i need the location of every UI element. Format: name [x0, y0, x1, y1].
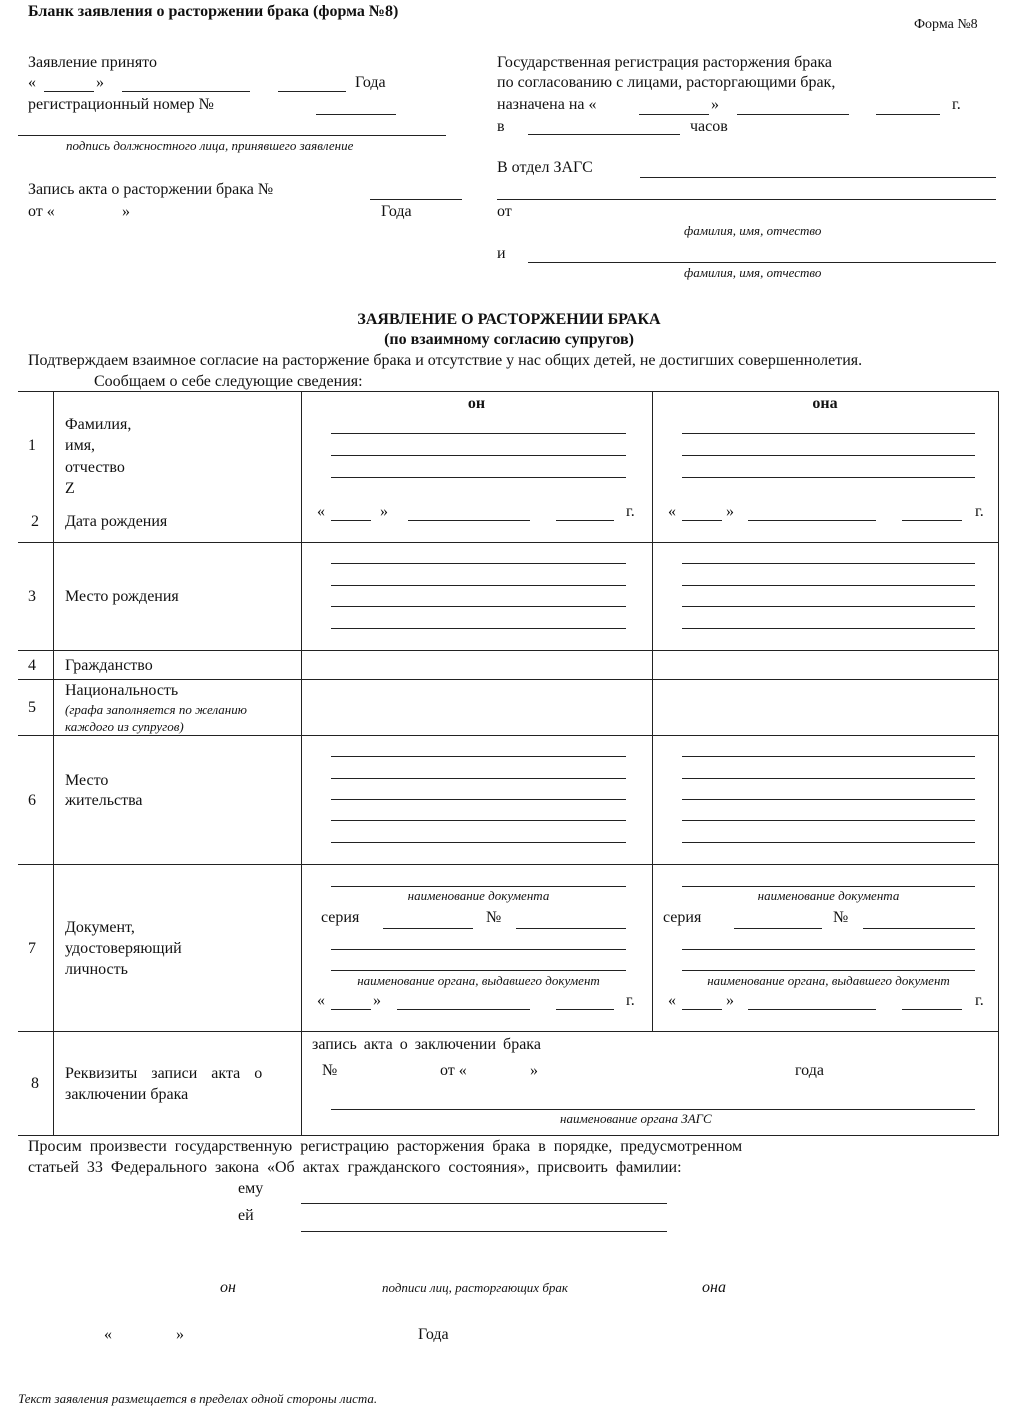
registration-line2: по согласованию с лицами, расторгающими брак, [497, 74, 836, 91]
registration-line1: Государственная регистрация расторжения брака [497, 54, 832, 71]
row-border-4 [18, 650, 999, 651]
she-issuer-caption: наименование органа, выдавшего документ [707, 973, 950, 988]
row5-note-1: (графа заполняется по желанию [65, 702, 247, 717]
document-title: Бланк заявления о расторжении брака (форма №8) [28, 3, 399, 20]
act-number-field[interactable] [370, 199, 462, 200]
inform-text: Сообщаем о себе следующие сведения: [94, 373, 363, 390]
row6-label-1: Место [65, 772, 109, 789]
him-label: ему [238, 1180, 264, 1197]
table-bottom-border [18, 1135, 999, 1136]
signatures-caption: подписи лиц, расторгающих брак [382, 1280, 568, 1295]
fio-field-2[interactable] [528, 262, 996, 263]
she-series-label: серия [663, 909, 702, 926]
row-number-3: 3 [28, 588, 36, 605]
he-residence-line-2[interactable] [331, 778, 626, 779]
marriage-year-label: года [795, 1062, 824, 1079]
she-issue-year[interactable] [902, 1009, 962, 1010]
col-border-label [301, 391, 302, 1135]
zags-name-caption: наименование органа ЗАГС [560, 1111, 712, 1126]
she-birthplace-line-3[interactable] [682, 606, 975, 607]
he-birth-quote-close: » [380, 503, 388, 520]
row7-label-2: удостоверяющий [65, 940, 182, 957]
he-fio-line-3[interactable] [331, 477, 626, 478]
he-fio-line-1[interactable] [331, 433, 626, 434]
row1-label-4: Z [65, 480, 75, 497]
hours-label: часов [690, 118, 728, 135]
he-residence-line-3[interactable] [331, 799, 626, 800]
row1-label-2: имя, [65, 437, 96, 454]
scheduled-label: назначена на « [497, 96, 597, 113]
he-issue-year[interactable] [556, 1009, 614, 1010]
row6-label-2: жительства [65, 792, 143, 809]
he-doc-name-field[interactable] [331, 886, 626, 887]
row2-label: Дата рождения [65, 513, 168, 530]
zags-field-2[interactable] [497, 199, 996, 200]
she-residence-line-2[interactable] [682, 778, 975, 779]
zags-field[interactable] [640, 177, 996, 178]
and-label: и [497, 245, 506, 262]
he-number-field[interactable] [516, 928, 626, 929]
he-issuer-line-1[interactable] [331, 949, 626, 950]
table-top-border [18, 391, 999, 392]
he-birthplace-line-2[interactable] [331, 585, 626, 586]
he-issue-month[interactable] [397, 1009, 530, 1010]
row7-label-1: Документ, [65, 919, 135, 936]
he-issue-day[interactable] [331, 1009, 371, 1010]
footer-year-label: Года [418, 1326, 449, 1343]
row-number-1: 1 [28, 437, 36, 454]
row5-note-2: каждого из супругов) [65, 719, 184, 734]
scheduled-g: г. [952, 96, 961, 113]
she-birth-year[interactable] [902, 520, 962, 521]
fio-caption-1: фамилия, имя, отчество [684, 223, 822, 238]
act-from-label: от « [28, 203, 55, 220]
row-number-8: 8 [31, 1075, 39, 1092]
from-label: от [497, 203, 512, 220]
she-issue-month[interactable] [748, 1009, 876, 1010]
she-birth-day[interactable] [682, 520, 722, 521]
fio-caption-2: фамилия, имя, отчество [684, 265, 822, 280]
row1-label-1: Фамилия, [65, 416, 132, 433]
act-record-label: Запись акта о расторжении брака № [28, 181, 274, 198]
col-header-she: она [812, 395, 838, 412]
footer-quote-open: « [104, 1326, 112, 1343]
him-surname-field[interactable] [301, 1203, 667, 1204]
signature-line[interactable] [18, 135, 446, 136]
she-doc-name-field[interactable] [682, 886, 975, 887]
row-border-8 [18, 1031, 999, 1032]
marriage-record-label: запись акта о заключении брака [312, 1036, 541, 1053]
row-number-2: 2 [31, 513, 39, 530]
she-fio-line-2[interactable] [682, 455, 975, 456]
she-issue-quote-close: » [726, 992, 734, 1009]
he-birth-g: г. [626, 503, 635, 520]
footer-note: Текст заявления размещается в пределах одной стороны листа. [18, 1391, 378, 1406]
request-line-1: Просим произвести государственную регистрацию расторжения брака в порядке, предусмотренном [28, 1138, 743, 1155]
act-quote-close: » [122, 203, 130, 220]
row-border-6 [18, 735, 999, 736]
scheduled-quote-close: » [711, 96, 719, 113]
he-birth-year[interactable] [556, 520, 614, 521]
reg-number-field[interactable] [316, 114, 396, 115]
request-line-2: статьей 33 Федерального закона «Об актах гражданского состояния», присвоить фамилии: [28, 1159, 682, 1176]
quote-close: » [96, 74, 104, 91]
he-issuer-line-2[interactable] [331, 970, 626, 971]
he-series-label: серия [321, 909, 360, 926]
row8-label-1: Реквизиты записи акта о [65, 1065, 263, 1082]
accepted-label: Заявление принято [28, 54, 157, 71]
she-residence-line-3[interactable] [682, 799, 975, 800]
row-number-4: 4 [28, 657, 36, 674]
marriage-quote-close: » [530, 1062, 538, 1079]
row4-label: Гражданство [65, 657, 153, 674]
signature-caption: подпись должностного лица, принявшего заявление [66, 138, 354, 153]
he-birthplace-line-1[interactable] [331, 563, 626, 564]
she-birthplace-line-2[interactable] [682, 585, 975, 586]
row3-label: Место рождения [65, 588, 179, 605]
scheduled-month-field[interactable] [737, 114, 849, 115]
she-birth-g: г. [975, 503, 984, 520]
year-label: Года [355, 74, 386, 91]
he-birthplace-line-3[interactable] [331, 606, 626, 607]
act-year-label: Года [381, 203, 412, 220]
at-label: в [497, 118, 505, 135]
he-number-label: № [486, 909, 502, 926]
he-residence-line-5[interactable] [331, 842, 626, 843]
she-birthplace-line-4[interactable] [682, 628, 975, 629]
he-series-field[interactable] [383, 928, 473, 929]
she-birth-month[interactable] [748, 520, 876, 521]
she-number-label: № [833, 909, 849, 926]
day-field[interactable] [44, 91, 94, 92]
row-number-6: 6 [28, 792, 36, 809]
she-birthplace-line-1[interactable] [682, 563, 975, 564]
she-fio-line-3[interactable] [682, 477, 975, 478]
col-header-he: он [467, 395, 486, 412]
footer-quote-close: » [176, 1326, 184, 1343]
statement-title: ЗАЯВЛЕНИЕ О РАСТОРЖЕНИИ БРАКА [357, 311, 661, 328]
he-issue-g: г. [626, 992, 635, 1009]
row-number-7: 7 [28, 940, 36, 957]
he-residence-line-4[interactable] [331, 820, 626, 821]
zags-name-field[interactable] [331, 1109, 975, 1110]
row-border-7 [18, 864, 999, 865]
form-number: Форма №8 [914, 17, 978, 32]
row5-label: Национальность [65, 682, 179, 699]
scheduled-year-field[interactable] [876, 114, 940, 115]
row8-label-2: заключении брака [65, 1086, 189, 1103]
he-doc-name-caption: наименование документа [407, 888, 550, 903]
he-birth-quote-open: « [317, 503, 325, 520]
year-field[interactable] [278, 91, 346, 92]
he-issue-quote-close: » [373, 992, 381, 1009]
he-issue-quote-open: « [317, 992, 325, 1009]
he-residence-line-1[interactable] [331, 756, 626, 757]
col-border-number [53, 391, 54, 1135]
she-residence-line-1[interactable] [682, 756, 975, 757]
he-fio-line-2[interactable] [331, 455, 626, 456]
scheduled-day-field[interactable] [639, 114, 709, 115]
hours-field[interactable] [528, 134, 680, 135]
her-label: ей [238, 1207, 254, 1224]
consent-text: Подтверждаем взаимное согласие на расторжение брака и отсутствие у нас общих детей, не достигших совершеннолетия. [28, 352, 863, 369]
row-number-5: 5 [28, 699, 36, 716]
row1-label-3: отчество [65, 459, 125, 476]
signature-he-label: он [220, 1279, 236, 1296]
she-fio-line-1[interactable] [682, 433, 975, 434]
she-birth-quote-close: » [726, 503, 734, 520]
she-birth-quote-open: « [668, 503, 676, 520]
row-border-5 [18, 679, 999, 680]
her-surname-field[interactable] [301, 1231, 667, 1232]
statement-subtitle: (по взаимному согласию супругов) [384, 331, 634, 348]
row7-label-3: личность [65, 961, 128, 978]
she-issue-g: г. [975, 992, 984, 1009]
she-series-field[interactable] [734, 928, 822, 929]
she-residence-line-5[interactable] [682, 842, 975, 843]
zags-label: В отдел ЗАГС [497, 159, 593, 176]
she-number-field[interactable] [863, 928, 975, 929]
he-birth-day[interactable] [331, 520, 371, 521]
reg-number-label: регистрационный номер № [28, 96, 214, 113]
quote-open: « [28, 74, 36, 91]
she-residence-line-4[interactable] [682, 820, 975, 821]
row-border-3 [18, 542, 999, 543]
he-birthplace-line-4[interactable] [331, 628, 626, 629]
she-issuer-line-2[interactable] [682, 970, 975, 971]
col-border-he-she [652, 391, 653, 1031]
she-doc-name-caption: наименование документа [757, 888, 900, 903]
marriage-from-label: от « [440, 1062, 467, 1079]
she-issue-day[interactable] [682, 1009, 722, 1010]
table-right-border [998, 391, 999, 1135]
signature-she-label: она [702, 1279, 726, 1296]
marriage-number-label: № [322, 1062, 338, 1079]
she-issuer-line-1[interactable] [682, 949, 975, 950]
she-issue-quote-open: « [668, 992, 676, 1009]
month-field[interactable] [122, 91, 250, 92]
he-issuer-caption: наименование органа, выдавшего документ [357, 973, 600, 988]
he-birth-month[interactable] [408, 520, 530, 521]
